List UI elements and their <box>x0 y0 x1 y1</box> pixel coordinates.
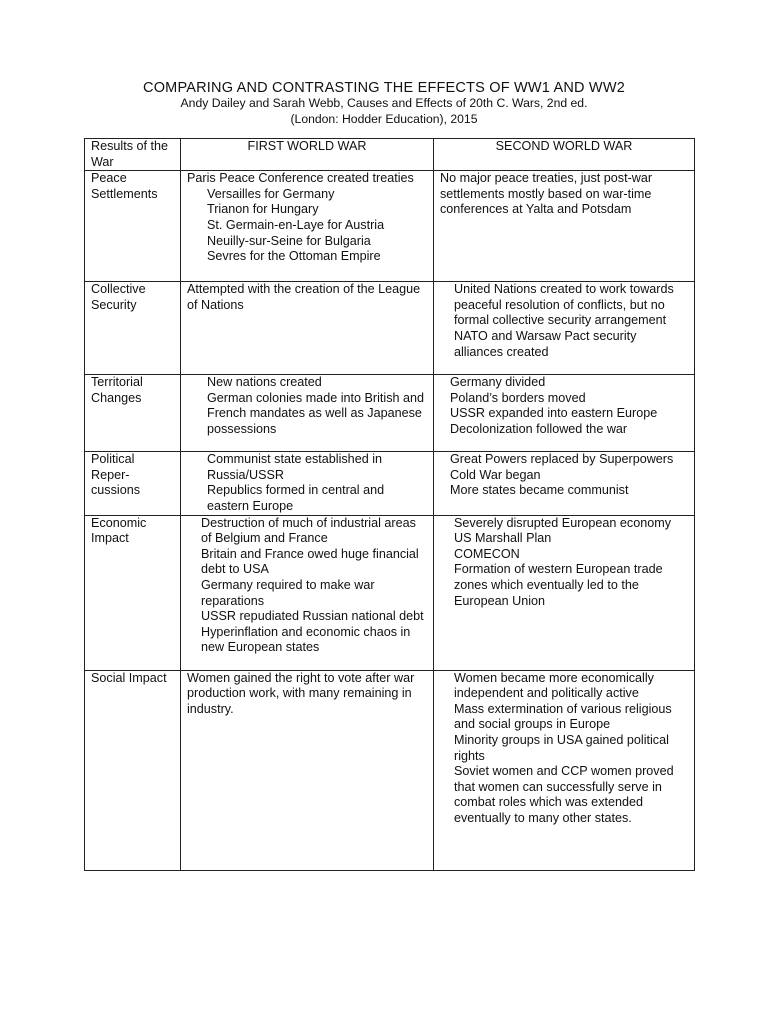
cell-line: Great Powers replaced by Superpowers <box>450 452 674 467</box>
row-label: Social Impact <box>85 670 181 870</box>
ww2-cell <box>434 171 695 282</box>
table-row <box>85 375 695 452</box>
cell-line: Republics formed in central and eastern Europe <box>207 483 385 513</box>
document-citation <box>0 96 768 127</box>
citation-line-1: Andy Dailey and Sarah Webb, Causes and Effects of 20th C. Wars, 2nd ed. <box>180 96 588 110</box>
cell-line: St. Germain-en-Laye for Austria <box>207 217 385 232</box>
document-title: COMPARING AND CONTRASTING THE EFFECTS OF WW1 AND WW2 <box>143 80 625 96</box>
header-results: Results of the War <box>85 139 181 171</box>
cell-line: United Nations created to work towards peaceful resolution of conflicts, but no formal collective security arrangement <box>454 282 674 328</box>
ww1-cell <box>181 375 434 452</box>
ww2-cell <box>434 670 695 870</box>
cell-line: Destruction of much of industrial areas of Belgium and France <box>201 515 416 546</box>
header-ww2: SECOND WORLD WAR <box>434 139 695 171</box>
ww1-cell <box>181 282 434 375</box>
cell-line: Neuilly-sur-Seine for Bulgaria <box>207 233 371 248</box>
cell-line: Formation of western European trade zones which eventually led to the European Union <box>454 562 663 608</box>
header-ww1: FIRST WORLD WAR <box>181 139 434 171</box>
ww1-cell <box>181 515 434 670</box>
cell-line: Women gained the right to vote after war production work, with many remaining in industry. <box>187 670 415 716</box>
row-label: Collective Security <box>85 282 181 375</box>
cell-line: Hyperinflation and economic chaos in new European states <box>201 624 411 655</box>
ww2-cell <box>434 515 695 670</box>
ww2-cell <box>434 375 695 452</box>
cell-line: Women became more economically independent and politically active <box>454 670 654 701</box>
row-label: Peace Settlements <box>85 171 181 282</box>
cell-line: Communist state established in Russia/USSR <box>207 452 382 482</box>
table-row <box>85 452 695 515</box>
cell-line: Soviet women and CCP women proved that women can successfully serve in combat roles which was extended eventually to many other states. <box>454 764 674 825</box>
cell-line: COMECON <box>454 546 520 561</box>
cell-line: More states became communist <box>450 483 629 498</box>
cell-line: Minority groups in USA gained political rights <box>454 732 669 763</box>
cell-line: New nations created <box>207 375 322 390</box>
cell-line: Sevres for the Ottoman Empire <box>207 249 381 264</box>
table-row <box>85 282 695 375</box>
cell-line: USSR repudiated Russian national debt <box>201 609 424 624</box>
row-label: Political Reper-cussions <box>85 452 181 515</box>
table-header-row <box>85 139 695 171</box>
ww1-cell <box>181 171 434 282</box>
cell-line: Poland’s borders moved <box>450 390 586 405</box>
cell-line: Attempted with the creation of the League of Nations <box>187 282 421 312</box>
cell-line: US Marshall Plan <box>454 531 552 546</box>
table-row <box>85 515 695 670</box>
cell-line: USSR expanded into eastern Europe <box>450 406 658 421</box>
comparison-table <box>84 138 695 871</box>
cell-line: No major peace treaties, just post-war settlements mostly based on war-time conferences at Yalta and Potsdam <box>440 171 653 217</box>
ww2-cell <box>434 452 695 515</box>
cell-line: Germany divided <box>450 375 546 390</box>
cell-line: Trianon for Hungary <box>207 202 319 217</box>
cell-line: NATO and Warsaw Pact security alliances created <box>454 328 637 359</box>
ww1-cell <box>181 670 434 870</box>
cell-line: Decolonization followed the war <box>450 421 628 436</box>
citation-line-2: (London: Hodder Education), 2015 <box>290 111 478 126</box>
cell-line: Cold War began <box>450 467 541 482</box>
cell-line: Paris Peace Conference created treaties <box>187 171 414 186</box>
cell-line: Versailles for Germany <box>207 186 335 201</box>
cell-line: Germany required to make war reparations <box>201 577 375 608</box>
cell-line: Mass extermination of various religious and social groups in Europe <box>454 701 672 732</box>
cell-line: Britain and France owed huge financial debt to USA <box>201 546 419 577</box>
table-row <box>85 670 695 870</box>
cell-line: Severely disrupted European economy <box>454 515 672 530</box>
table-row <box>85 171 695 282</box>
row-label: Economic Impact <box>85 515 181 670</box>
cell-line: German colonies made into British and French mandates as well as Japanese possessions <box>207 390 425 436</box>
ww2-cell <box>434 282 695 375</box>
row-label: Territorial Changes <box>85 375 181 452</box>
ww1-cell <box>181 452 434 515</box>
